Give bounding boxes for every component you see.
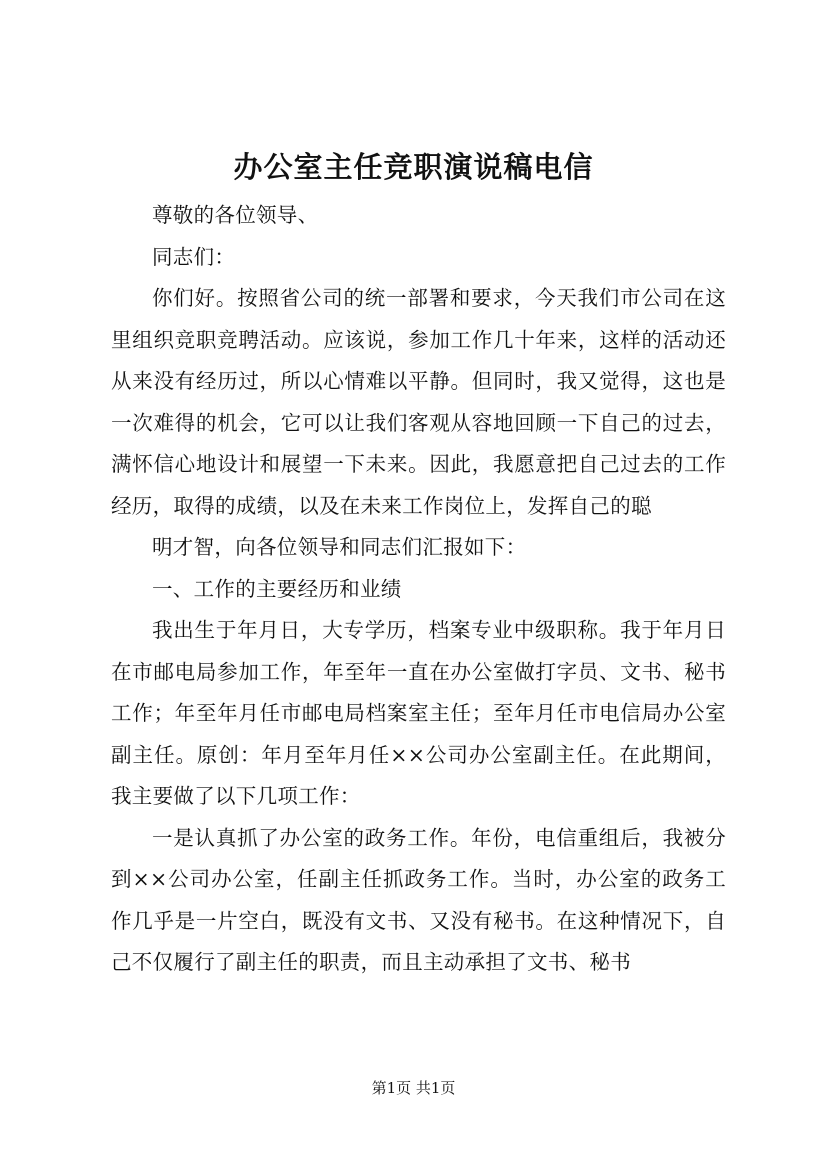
paragraph-salutation-2: 同志们： (152, 244, 236, 269)
page-footer: 第1页 共1页 (371, 1079, 456, 1097)
paragraph-intro: 你们好。按照省公司的统一部署和要求，今天我们市公司在这里组织竞职竞聘活动。应该说，参加工作几十年来，这样的活动还从来没有经历过，所以心情难以平静。但同时，我又觉得，这也是一次难得的机会，它可以让我们客观从容地回顾一下自己的过去，满怀信心地设计和展望一下未来。因此，我愿意把自己过去的工作经历，取得的成绩，以及在未来工作岗位上，发挥自己的聪 (111, 286, 726, 518)
paragraph-work-item-1: 一是认真抓了办公室的政务工作。年份，电信重组后，我被分到××公司办公室，任副主任抓政务工作。当时，办公室的政务工作几乎是一片空白，既没有文书、又没有秘书。在这种情况下，自己不仅履行了副主任的职责，而且主动承担了文书、秘书 (111, 825, 726, 974)
document-title: 办公室主任竞职演说稿电信 (233, 150, 594, 184)
paragraph-salutation-1: 尊敬的各位领导、 (152, 203, 319, 227)
section-heading: 一、工作的主要经历和业绩 (152, 576, 402, 601)
document-body (111, 195, 726, 984)
paragraph-work-history: 我出生于年月日，大专学历，档案专业中级职称。我于年月日在市邮电局参加工作，年至年一直在办公室做打字员、文书、秘书工作；年至年月任市邮电局档案室主任；至年月任市电信局办公室副主任。原创：年月至年月任××公司办公室副主任。在此期间，我主要做了以下几项工作： (111, 618, 726, 808)
paragraph-intro-continued: 明才智，向各位领导和同志们汇报如下： (152, 535, 527, 559)
